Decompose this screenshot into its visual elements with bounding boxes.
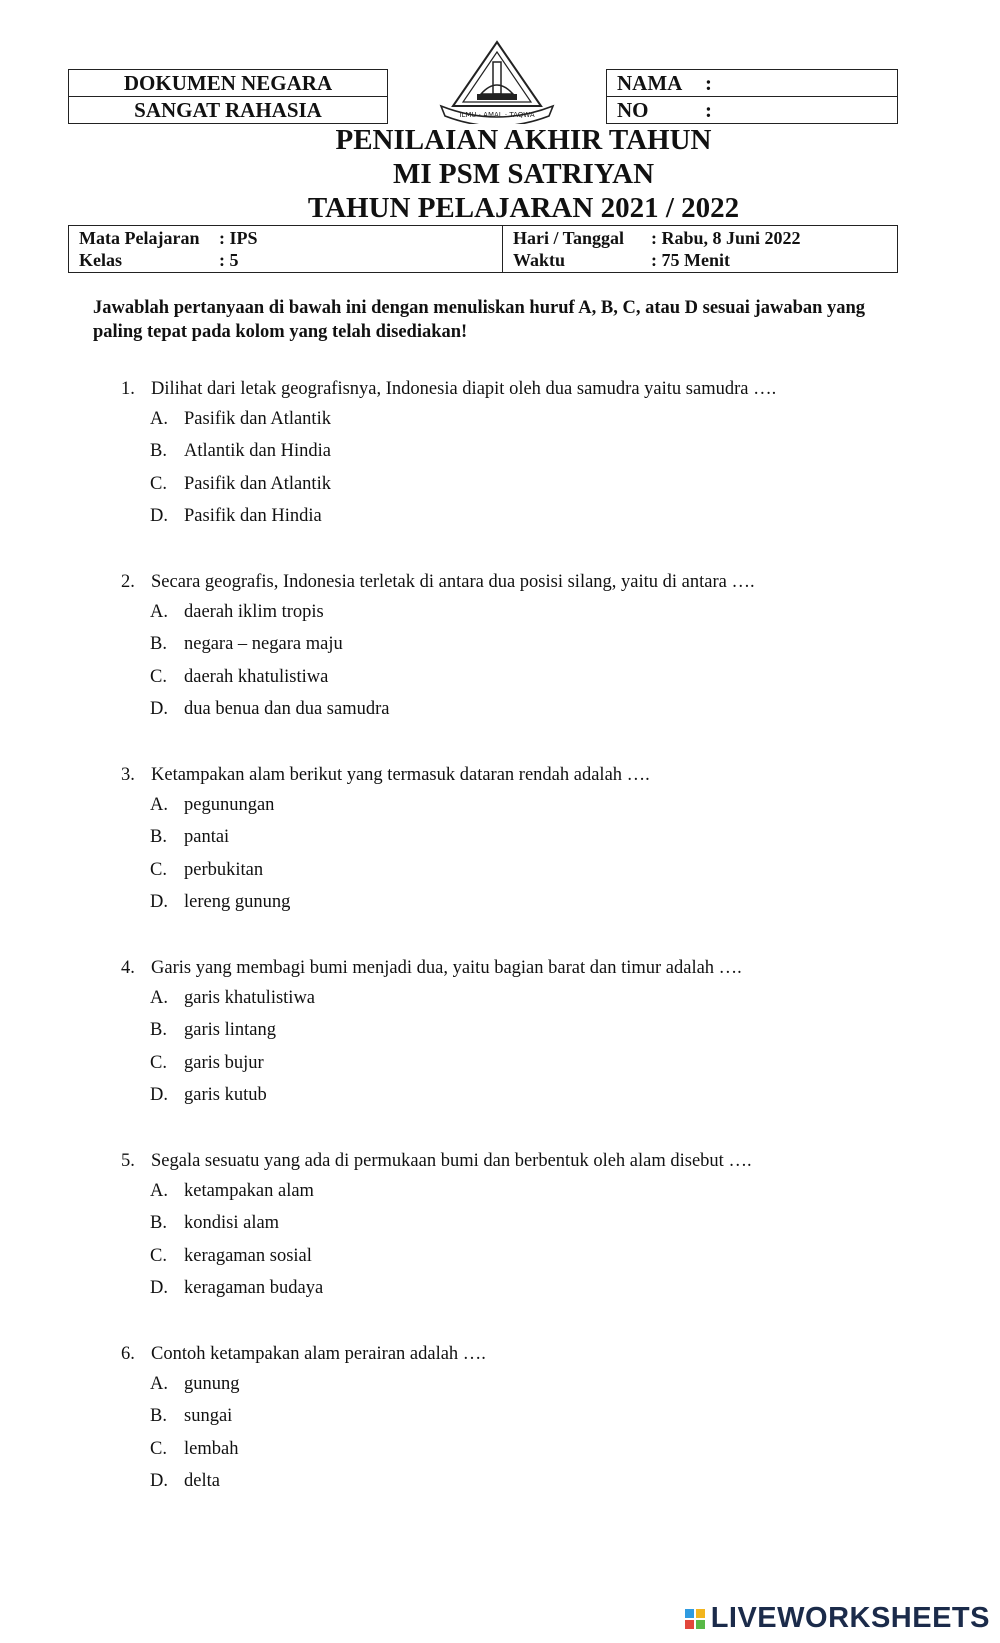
info-right-column	[503, 226, 897, 272]
duration-value: : 75 Menit	[651, 250, 730, 270]
date-label: Hari / Tanggal	[513, 228, 625, 248]
number-sep: :	[705, 98, 712, 122]
date-value: : Rabu, 8 Juni 2022	[651, 228, 801, 248]
answer-option[interactable]	[150, 439, 331, 463]
answer-option[interactable]	[150, 1469, 220, 1493]
question-stem	[121, 956, 742, 980]
exam-title: PENILAIAN AKHIR TAHUN	[335, 124, 712, 156]
answer-option[interactable]	[150, 472, 331, 496]
option-letter: B.	[150, 1020, 167, 1041]
question-number: 5.	[121, 1151, 135, 1171]
liveworksheets-mark-icon	[685, 1609, 705, 1629]
option-text: delta	[184, 1470, 220, 1491]
answer-option[interactable]	[150, 986, 315, 1010]
option-letter: C.	[150, 473, 167, 494]
option-letter: C.	[150, 1245, 167, 1266]
answer-option[interactable]	[150, 1179, 314, 1203]
subject-label: Mata Pelajaran	[79, 228, 200, 248]
option-letter: C.	[150, 1438, 167, 1459]
option-text: garis kutub	[184, 1084, 267, 1105]
option-text: Pasifik dan Atlantik	[184, 409, 331, 429]
question-stem	[121, 1342, 486, 1366]
duration-label: Waktu	[513, 250, 566, 270]
option-letter: A.	[150, 602, 168, 622]
option-text: negara – negara maju	[184, 634, 343, 655]
liveworksheets-logo	[685, 1602, 990, 1635]
logo-motto: ILMU · AMAL · TAQWA	[459, 111, 535, 119]
option-text: kondisi alam	[184, 1213, 280, 1234]
option-text: lembah	[184, 1438, 239, 1459]
brand-square	[696, 1620, 705, 1629]
answer-option[interactable]	[150, 1051, 264, 1075]
question-stem	[121, 570, 755, 594]
option-text: garis khatulistiwa	[184, 988, 316, 1008]
option-text: pegunungan	[184, 795, 275, 815]
question-stem	[121, 377, 776, 401]
answer-option[interactable]	[150, 1404, 232, 1428]
brand-square	[685, 1609, 694, 1618]
option-letter: C.	[150, 1052, 167, 1073]
answer-option[interactable]	[150, 1437, 238, 1461]
brand-square	[696, 1609, 705, 1618]
name-row[interactable]	[607, 70, 897, 96]
answer-option[interactable]	[150, 1083, 267, 1107]
question-text: Ketampakan alam berikut yang termasuk dataran rendah adalah ….	[151, 765, 650, 785]
option-text: ketampakan alam	[184, 1181, 314, 1201]
option-text: gunung	[184, 1374, 240, 1394]
question-text: Secara geografis, Indonesia terletak di antara dua posisi silang, yaitu di antara ….	[151, 572, 755, 592]
question-number: 2.	[121, 572, 135, 592]
question-number: 6.	[121, 1344, 135, 1364]
option-text: Atlantik dan Hindia	[184, 441, 331, 462]
option-letter: A.	[150, 795, 168, 815]
option-letter: A.	[150, 1181, 168, 1201]
classification-box	[68, 69, 388, 124]
option-letter: B.	[150, 827, 167, 848]
answer-option[interactable]	[150, 1018, 276, 1042]
option-letter: A.	[150, 988, 168, 1008]
option-letter: D.	[150, 891, 168, 912]
answer-option[interactable]	[150, 1372, 240, 1396]
subject-value: : IPS	[219, 228, 258, 248]
answer-option[interactable]	[150, 600, 324, 624]
option-letter: D.	[150, 1084, 168, 1105]
date-row	[513, 227, 897, 249]
option-text: sungai	[184, 1406, 233, 1427]
answer-option[interactable]	[150, 1211, 279, 1235]
number-row[interactable]	[607, 96, 897, 123]
info-left-column	[69, 226, 503, 272]
question-text: Segala sesuatu yang ada di permukaan bumi dan berbentuk oleh alam disebut ….	[151, 1151, 752, 1171]
academic-year: TAHUN PELAJARAN 2021 / 2022	[307, 192, 740, 224]
subject-row	[79, 227, 502, 249]
question-number: 1.	[121, 379, 135, 399]
option-letter: D.	[150, 505, 168, 526]
option-text: dua benua dan dua samudra	[184, 698, 390, 719]
option-text: daerah iklim tropis	[184, 602, 324, 622]
option-text: garis bujur	[184, 1052, 264, 1073]
answer-option[interactable]	[150, 665, 328, 689]
classification-line-2: SANGAT RAHASIA	[69, 96, 387, 123]
option-letter: A.	[150, 409, 168, 429]
classification-line-1: DOKUMEN NEGARA	[123, 71, 333, 95]
option-letter: D.	[150, 1470, 168, 1491]
student-identity-box	[606, 69, 898, 124]
answer-option[interactable]	[150, 697, 389, 721]
option-text: pantai	[184, 827, 230, 848]
option-text: garis lintang	[184, 1020, 276, 1041]
question-stem	[121, 763, 650, 787]
answer-option[interactable]	[150, 1244, 312, 1268]
class-value: : 5	[219, 250, 239, 270]
school-logo-icon	[437, 40, 557, 124]
brand-square	[685, 1620, 694, 1629]
question-number: 4.	[121, 958, 135, 978]
class-label: Kelas	[79, 250, 122, 270]
option-letter: B.	[150, 1406, 167, 1427]
question-text: Dilihat dari letak geografisnya, Indonesia diapit oleh dua samudra yaitu samudra ….	[151, 379, 777, 399]
name-label: NAMA	[617, 71, 683, 95]
answer-option[interactable]	[150, 825, 229, 849]
option-letter: C.	[150, 666, 167, 687]
instruction-text: Jawablah pertanyaan di bawah ini dengan menuliskan huruf A, B, C, atau D sesuai jawaban yang paling tepat pada kolom yang telah disediakan!	[93, 298, 866, 342]
option-text: lereng gunung	[184, 891, 291, 912]
answer-option[interactable]	[150, 1276, 323, 1300]
option-letter: A.	[150, 1374, 168, 1394]
option-letter: D.	[150, 698, 168, 719]
option-text: keragaman sosial	[184, 1245, 312, 1266]
option-letter: D.	[150, 1277, 168, 1298]
option-letter: B.	[150, 1213, 167, 1234]
option-text: keragaman budaya	[184, 1277, 324, 1298]
option-text: daerah khatulistiwa	[184, 666, 329, 687]
question-text: Garis yang membagi bumi menjadi dua, yaitu bagian barat dan timur adalah ….	[151, 958, 742, 978]
option-letter: B.	[150, 441, 167, 462]
duration-row	[513, 249, 897, 271]
answer-option[interactable]	[150, 504, 322, 528]
question-number: 3.	[121, 765, 135, 785]
question-stem	[121, 1149, 752, 1173]
answer-option[interactable]	[150, 632, 343, 656]
option-letter: C.	[150, 859, 167, 880]
option-text: perbukitan	[184, 859, 264, 880]
question-text: Contoh ketampakan alam perairan adalah ….	[151, 1344, 486, 1364]
answer-option[interactable]	[150, 890, 290, 914]
school-name: MI PSM SATRIYAN	[392, 158, 655, 190]
class-row	[79, 249, 502, 271]
number-label: NO	[617, 98, 649, 122]
name-sep: :	[705, 71, 712, 95]
answer-option[interactable]	[150, 858, 263, 882]
answer-option[interactable]	[150, 793, 274, 817]
answer-option[interactable]	[150, 407, 331, 431]
exam-info-table	[68, 225, 898, 273]
brand-name: LIVEWORKSHEETS	[710, 1602, 990, 1634]
option-letter: B.	[150, 634, 167, 655]
option-text: Pasifik dan Hindia	[184, 505, 322, 526]
option-text: Pasifik dan Atlantik	[184, 473, 331, 494]
